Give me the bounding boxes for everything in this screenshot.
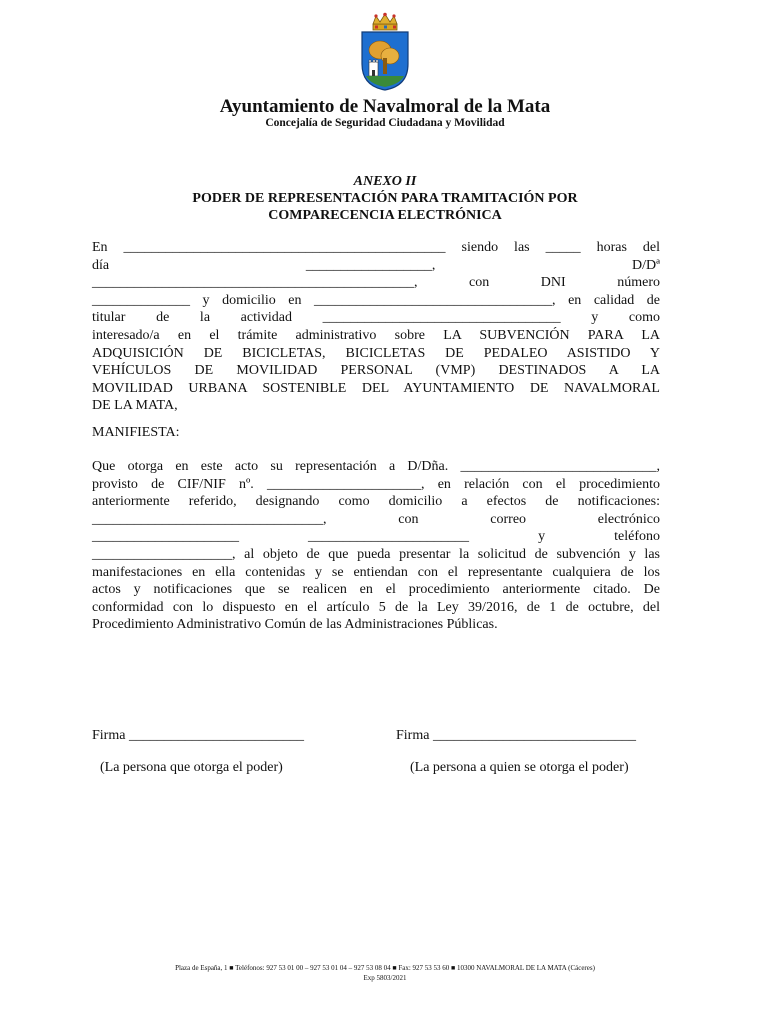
paragraph-line: provisto de CIF/NIF nº. ______________________, en relación con el procedimiento [92,476,660,492]
title-line: COMPARECENCIA ELECTRÓNICA [268,208,502,223]
paragraph-line: manifestaciones en ella contenidas y se entiendan con el representante cualquiera de los [92,564,660,580]
signature-caption-grantor: (La persona que otorga el poder) [100,760,283,775]
grant-paragraph [92,458,660,634]
document-title [100,190,670,224]
paragraph-line: conformidad con lo dispuesto en el artículo 5 de la Ley 39/2016, de 1 de octubre, del [92,599,660,615]
page-footer [0,963,770,983]
paragraph-line: ____________________, al objeto de que pueda presentar la solicitud de subvención y las [92,546,660,562]
signature-caption-representative: (La persona a quien se otorga el poder) [410,760,629,775]
paragraph-line: _________________________________, con correo electrónico [92,511,660,527]
paragraph-line: Que otorga en este acto su representación a D/Dña. ____________________________, [92,459,660,474]
footer-file-number: Exp 5803/2021 [363,974,407,982]
paragraph-line: MOVILIDAD URBANA SOSTENIBLE DEL AYUNTAMIENTO DE NAVALMORAL [92,380,660,396]
annex-label: ANEXO II [353,174,417,189]
paragraph-line: En ______________________________________________ siendo las _____ horas del [92,240,660,255]
footer-address: Plaza de España, 1 ■ Teléfonos: 927 53 01 00 – 927 53 01 04 – 927 53 08 04 ■ Fax: 927 53 53 60 ■ 10300 NAVALMORAL DE LA MATA (Cáceres) [175,964,595,972]
paragraph-line: ADQUISICIÓN DE BICICLETAS, BICICLETAS DE PEDALEO ASISTIDO Y [92,345,660,361]
paragraph-line: ______________ y domicilio en __________________________________, en calidad de [92,292,660,308]
title-line: PODER DE REPRESENTACIÓN PARA TRAMITACIÓN POR [192,191,578,206]
paragraph-line: día __________________, D/Dª [92,257,660,273]
paragraph-line: _____________________ _______________________ y teléfono [92,529,660,545]
signature-line-representative: Firma _____________________________ [396,728,636,743]
organization-name: Ayuntamiento de Navalmoral de la Mata [219,96,551,117]
paragraph-line: interesado/a en el trámite administrativo sobre LA SUBVENCIÓN PARA LA [92,327,660,343]
paragraph-line: titular de la actividad __________________________________ y como [92,310,660,326]
paragraph-line: ______________________________________________, con DNI número [92,275,660,291]
department-name: Concejalía de Seguridad Ciudadana y Movilidad [265,117,505,129]
paragraph-line: actos y notificaciones que se realicen en el procedimiento anteriormente citado. De [92,582,660,598]
paragraph-line: anteriormente referido, designando como domicilio a efectos de notificaciones: [92,494,660,510]
paragraph-line: DE LA MATA, [92,398,178,414]
signature-line-grantor: Firma _________________________ [92,728,304,743]
municipal-coat-of-arms-icon [356,12,414,92]
manifiesta-heading: MANIFIESTA: [92,425,180,440]
paragraph-line: Procedimiento Administrativo Común de las Administraciones Públicas. [92,617,498,633]
representation-paragraph [92,239,660,415]
paragraph-line: VEHÍCULOS DE MOVILIDAD PERSONAL (VMP) DESTINADOS A LA [92,363,660,379]
